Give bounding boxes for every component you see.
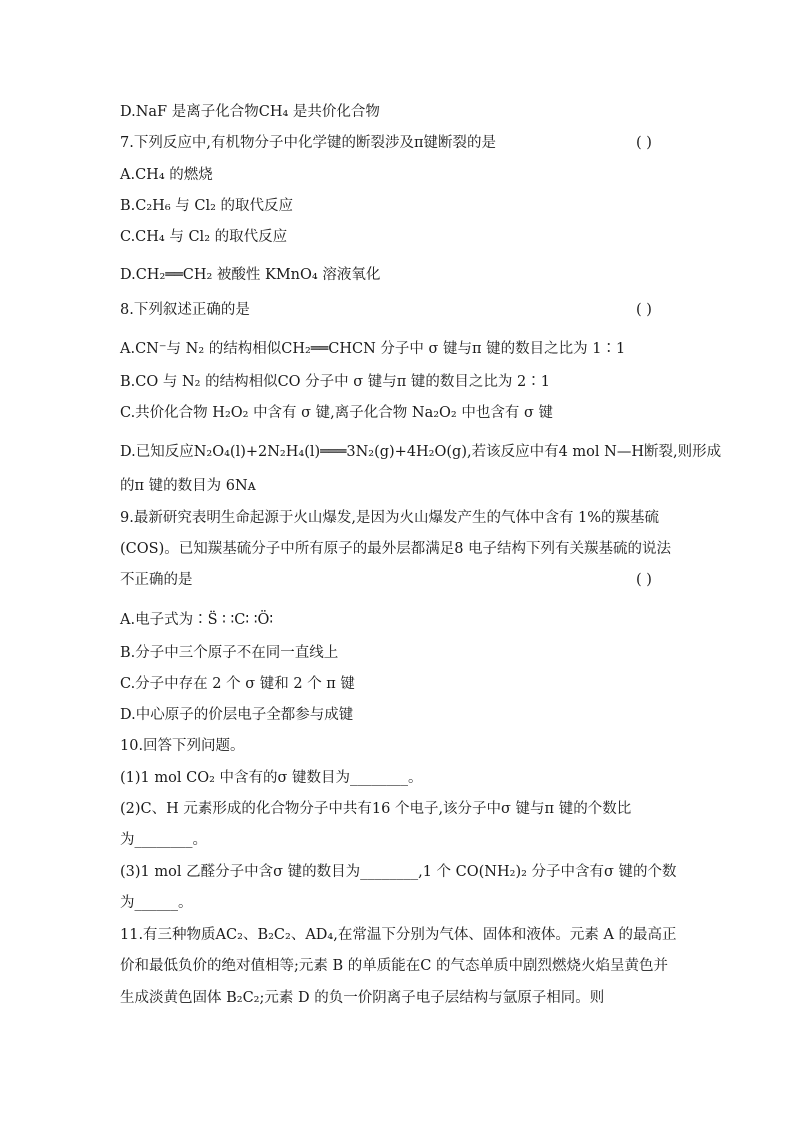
q10-part-3-cont: 为______。: [120, 895, 193, 911]
q7-option-b: B.C₂H₆ 与 Cl₂ 的取代反应: [120, 198, 294, 214]
q8-option-d: D.已知反应N₂O₄(l)+2N₂H₄(l)═══3N₂(g)+4H₂O(g),若该反应中有4 mol N—H断裂,则形成: [120, 444, 722, 460]
q9-option-d: D.中心原子的价层电子全都参与成键: [120, 707, 354, 723]
q6-option-d: D.NaF 是离子化合物CH₄ 是共价化合物: [120, 104, 380, 120]
q8-answer-paren: ( ): [636, 302, 652, 318]
q10-part-2: (2)C、H 元素形成的化合物分子中共有16 个电子,该分子中σ 键与π 键的个数比: [120, 801, 632, 817]
q8-stem: 8.下列叙述正确的是: [120, 302, 250, 318]
q8-option-a: A.CN⁻与 N₂ 的结构相似CH₂══CHCN 分子中 σ 键与π 键的数目之比为 1∶1: [120, 341, 626, 357]
q10-stem: 10.回答下列问题。: [120, 738, 245, 754]
q11-stem-2: 价和最低负价的绝对值相等;元素 B 的单质能在C 的气态单质中剧烈燃烧火焰呈黄色并: [120, 958, 668, 974]
q7-option-a: A.CH₄ 的燃烧: [120, 167, 213, 183]
q8-option-c: C.共价化合物 H₂O₂ 中含有 σ 键,离子化合物 Na₂O₂ 中也含有 σ 键: [120, 405, 553, 421]
q10-part-3: (3)1 mol 乙醛分子中含σ 键的数目为________,1 个 CO(NH₂)₂ 分子中含有σ 键的个数: [120, 864, 677, 880]
q7-option-c: C.CH₄ 与 Cl₂ 的取代反应: [120, 229, 288, 245]
q9-stem-1: 9.最新研究表明生命起源于火山爆发,是因为火山爆发产生的气体中含有 1%的羰基硫: [120, 510, 660, 526]
q7-answer-paren: ( ): [636, 135, 652, 151]
q7-option-d: D.CH₂══CH₂ 被酸性 KMnO₄ 溶液氧化: [120, 267, 381, 283]
q10-part-2-cont: 为________。: [120, 832, 207, 848]
q10-part-1: (1)1 mol CO₂ 中含有的σ 键数目为________。: [120, 770, 423, 786]
q9-option-a: A.电子式为∶S̈ ∶ ∶C∶ ∶Ö∶: [120, 612, 274, 628]
q9-stem-3: 不正确的是: [120, 572, 193, 588]
q11-stem-3: 生成淡黄色固体 B₂C₂;元素 D 的负一价阴离子电子层结构与氩原子相同。则: [120, 990, 605, 1006]
q7-stem: 7.下列反应中,有机物分子中化学键的断裂涉及π键断裂的是: [120, 135, 496, 151]
q9-option-c: C.分子中存在 2 个 σ 键和 2 个 π 键: [120, 676, 355, 692]
q9-answer-paren: ( ): [636, 572, 652, 588]
q9-stem-2: (COS)。已知羰基硫分子中所有原子的最外层都满足8 电子结构下列有关羰基硫的说法: [120, 541, 672, 557]
q11-stem-1: 11.有三种物质AC₂、B₂C₂、AD₄,在常温下分别为气体、固体和液体。元素 A 的最高正: [120, 927, 677, 943]
q8-option-b: B.CO 与 N₂ 的结构相似CO 分子中 σ 键与π 键的数目之比为 2∶1: [120, 374, 550, 390]
q8-option-d-cont: 的π 键的数目为 6Nᴀ: [120, 478, 256, 494]
q9-option-b: B.分子中三个原子不在同一直线上: [120, 645, 339, 661]
